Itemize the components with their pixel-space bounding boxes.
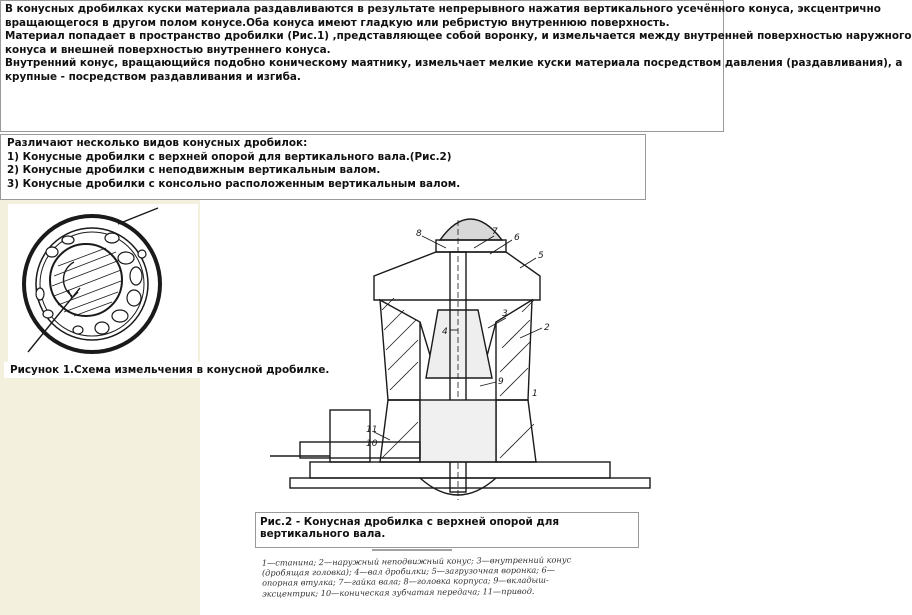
legend-line: 1—станина; 2—наружный неподвижный конус; 3—внутренний конус	[261, 554, 572, 568]
intro-line: крупные - посредством раздавливания и изгиба.	[5, 70, 301, 83]
crushing-scheme-drawing	[8, 204, 198, 364]
intro-line: В конусных дробилках куски материала раздавливаются в результате непрерывного нажатия вертикального усечённого конуса, эксцентрично	[5, 3, 881, 15]
intro-text-box	[0, 0, 912, 132]
types-item: 2) Конусные дробилки с неподвижным вертикальным валом.	[7, 164, 381, 176]
figure2-image	[270, 200, 724, 516]
intro-line: Внутренний конус, вращающийся подобно коническому маятнику, измельчает мелкие куски материала посредством давления (раздавливания), а	[5, 57, 903, 69]
part-label-9: 9	[498, 377, 504, 387]
part-label-3: 3	[502, 309, 508, 319]
crusher-types-box	[0, 134, 646, 200]
cone-crusher-drawing	[270, 200, 724, 516]
figure2-caption: Рис.2 - Конусная дробилка с верхней опорой для вертикального вала.	[255, 512, 639, 548]
figure1-caption: Рисунок 1.Схема измельчения в конусной дробилке.	[4, 362, 316, 378]
legend-line: эксцентрик; 10—коническая зубчатая передача; 11—привод.	[262, 585, 535, 599]
legend-line: опорная втулка; 7—гайка вала; 8—головка корпуса; 9—вкладыш-	[262, 575, 549, 589]
part-label-11: 11	[366, 425, 378, 435]
legend-divider	[372, 549, 452, 551]
legend-line: (дробящая головка); 4—вал дробилки; 5—загрузочная воронка; 6—	[261, 564, 556, 578]
figure1-image	[8, 204, 198, 364]
part-label-6: 6	[514, 233, 520, 243]
types-item: 1) Конусные дробилки с верхней опорой для вертикального вала.(Рис.2)	[7, 150, 452, 163]
part-label-4: 4	[442, 327, 448, 337]
intro-line: вращающегося в другом полом конусе.Оба конуса имеют гладкую или ребристую внутреннюю поверхность.	[5, 16, 670, 29]
part-label-10: 10	[366, 439, 378, 449]
part-label-2: 2	[544, 323, 550, 333]
part-label-5: 5	[538, 251, 544, 261]
part-label-8: 8	[416, 229, 422, 239]
part-label-7: 7	[492, 227, 498, 237]
intro-line: конуса и внешней поверхностью внутреннего конуса.	[5, 43, 331, 56]
types-heading: Различают несколько видов конусных дробилок:	[7, 137, 308, 149]
figure2-legend	[262, 554, 582, 598]
intro-line: Материал попадает в пространство дробилки (Рис.1) ,представляющее собой воронку, и измельчается между внутренней поверхностью наружного	[5, 30, 912, 42]
types-item: 3) Конусные дробилки с консольно расположенным вертикальным валом.	[7, 177, 461, 190]
part-label-1: 1	[532, 389, 538, 399]
